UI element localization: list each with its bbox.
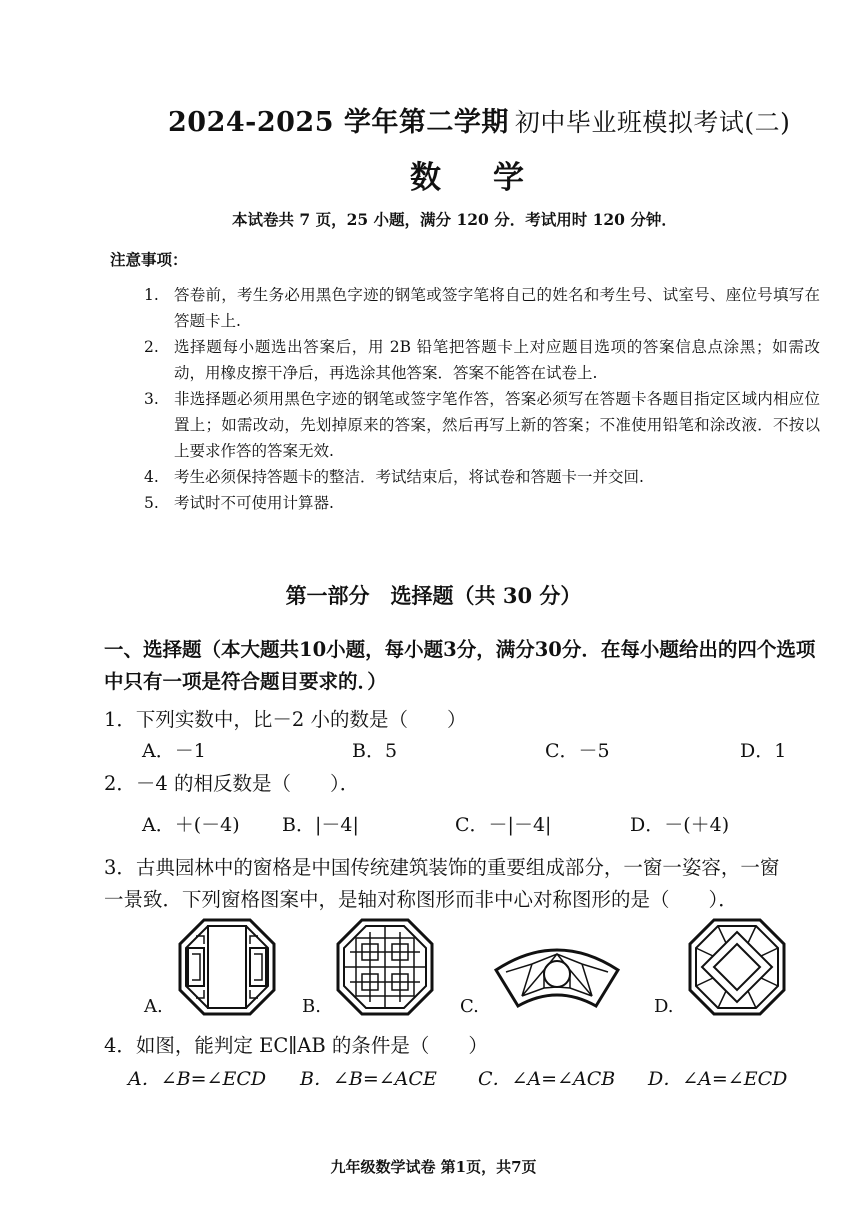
exam-title bbox=[168, 100, 790, 139]
q3-stem-line1: 3．古典园林中的窗格是中国传统建筑装饰的重要组成部分，一窗一姿容，一窗 bbox=[104, 856, 780, 879]
page-footer: 九年级数学试卷 第1页，共7页 bbox=[330, 1158, 537, 1176]
notice-num: 2. bbox=[144, 338, 159, 356]
q2-option-b: B．|－4| bbox=[282, 814, 359, 836]
q3-stem-line2: 一景致．下列窗格图案中，是轴对称图形而非中心对称图形的是（ ）． bbox=[104, 888, 738, 911]
notice-item bbox=[110, 282, 820, 334]
notice-list bbox=[110, 282, 820, 516]
q1-option-b: B．5 bbox=[352, 740, 398, 762]
notice-text: 非选择题必须用黑色字迹的钢笔或签字笔作答，答案必须写在答题卡各题目指定区域内相应位置上；如需改动，先划掉原来的答案，然后再写上新的答案；不准使用铅笔和涂改液．不按以上要求作答的答案无效. bbox=[174, 390, 820, 460]
window-pattern-a bbox=[178, 918, 276, 1016]
q3-option-c: C. bbox=[460, 996, 479, 1017]
q1-option-d: D．1 bbox=[740, 740, 787, 762]
notice-item bbox=[110, 386, 820, 464]
notice-item bbox=[110, 334, 820, 386]
notice-heading: 注意事项： bbox=[110, 250, 188, 269]
notice-text: 答卷前，考生务必用黑色字迹的钢笔或签字笔将自己的姓名和考生号、试室号、座位号填写在答题卡上. bbox=[174, 286, 820, 330]
q4-stem: 4．如图，能判定 EC∥AB 的条件是（ ） bbox=[104, 1034, 488, 1057]
q4-option-d: D．∠A=∠ECD bbox=[648, 1068, 788, 1090]
part-title: 第一部分 选择题（共 30 分） bbox=[285, 583, 582, 608]
q2-option-a: A．＋(－4) bbox=[142, 814, 240, 836]
q4-option-a: A．∠B=∠ECD bbox=[128, 1068, 267, 1090]
notice-item bbox=[110, 490, 820, 516]
q3-option-b: B. bbox=[302, 996, 321, 1017]
q1-option-c: C．－5 bbox=[545, 740, 610, 762]
q2-option-c: C．－|－4| bbox=[455, 814, 552, 836]
notice-num: 5. bbox=[144, 494, 159, 512]
window-pattern-d bbox=[688, 918, 786, 1016]
q3-option-d: D. bbox=[654, 996, 674, 1017]
q3-option-a: A. bbox=[144, 996, 163, 1017]
notice-text: 选择题每小题选出答案后，用 2B 铅笔把答题卡上对应题目选项的答案信息点涂黑；如需改动，用橡皮擦干净后，再选涂其他答案．答案不能答在试卷上. bbox=[174, 338, 820, 382]
term-label: 2024-2025 学年第二学期 bbox=[168, 107, 509, 138]
notice-num: 1. bbox=[144, 286, 159, 304]
window-pattern-b bbox=[336, 918, 434, 1016]
q1-option-a: A．－1 bbox=[142, 740, 206, 762]
exam-name: 初中毕业班模拟考试(二) bbox=[514, 108, 791, 137]
q4-option-b: B．∠B=∠ACE bbox=[300, 1068, 437, 1090]
q4-option-c: C．∠A=∠ACB bbox=[478, 1068, 616, 1090]
q2-option-d: D．－(＋4) bbox=[630, 814, 730, 836]
notice-num: 4. bbox=[144, 468, 159, 486]
q2-stem: 2．－4 的相反数是（ ）． bbox=[104, 772, 360, 795]
notice-text: 考生必须保持答题卡的整洁．考试结束后，将试卷和答题卡一并交回. bbox=[174, 468, 644, 486]
notice-text: 考试时不可使用计算器. bbox=[174, 494, 334, 512]
notice-item bbox=[110, 464, 820, 490]
exam-info: 本试卷共 7 页，25 小题，满分 120 分．考试用时 120 分钟． bbox=[232, 210, 677, 229]
subject-title: 数学 bbox=[410, 160, 576, 196]
section-heading: 一、选择题（本大题共10小题，每小题3分，满分30分．在每小题给出的四个选项中只有一项是符合题目要求的．） bbox=[104, 638, 816, 693]
notice-num: 3. bbox=[144, 390, 159, 408]
window-pattern-c bbox=[492, 936, 622, 1010]
q1-stem: 1．下列实数中，比－2 小的数是（ ） bbox=[104, 708, 467, 731]
